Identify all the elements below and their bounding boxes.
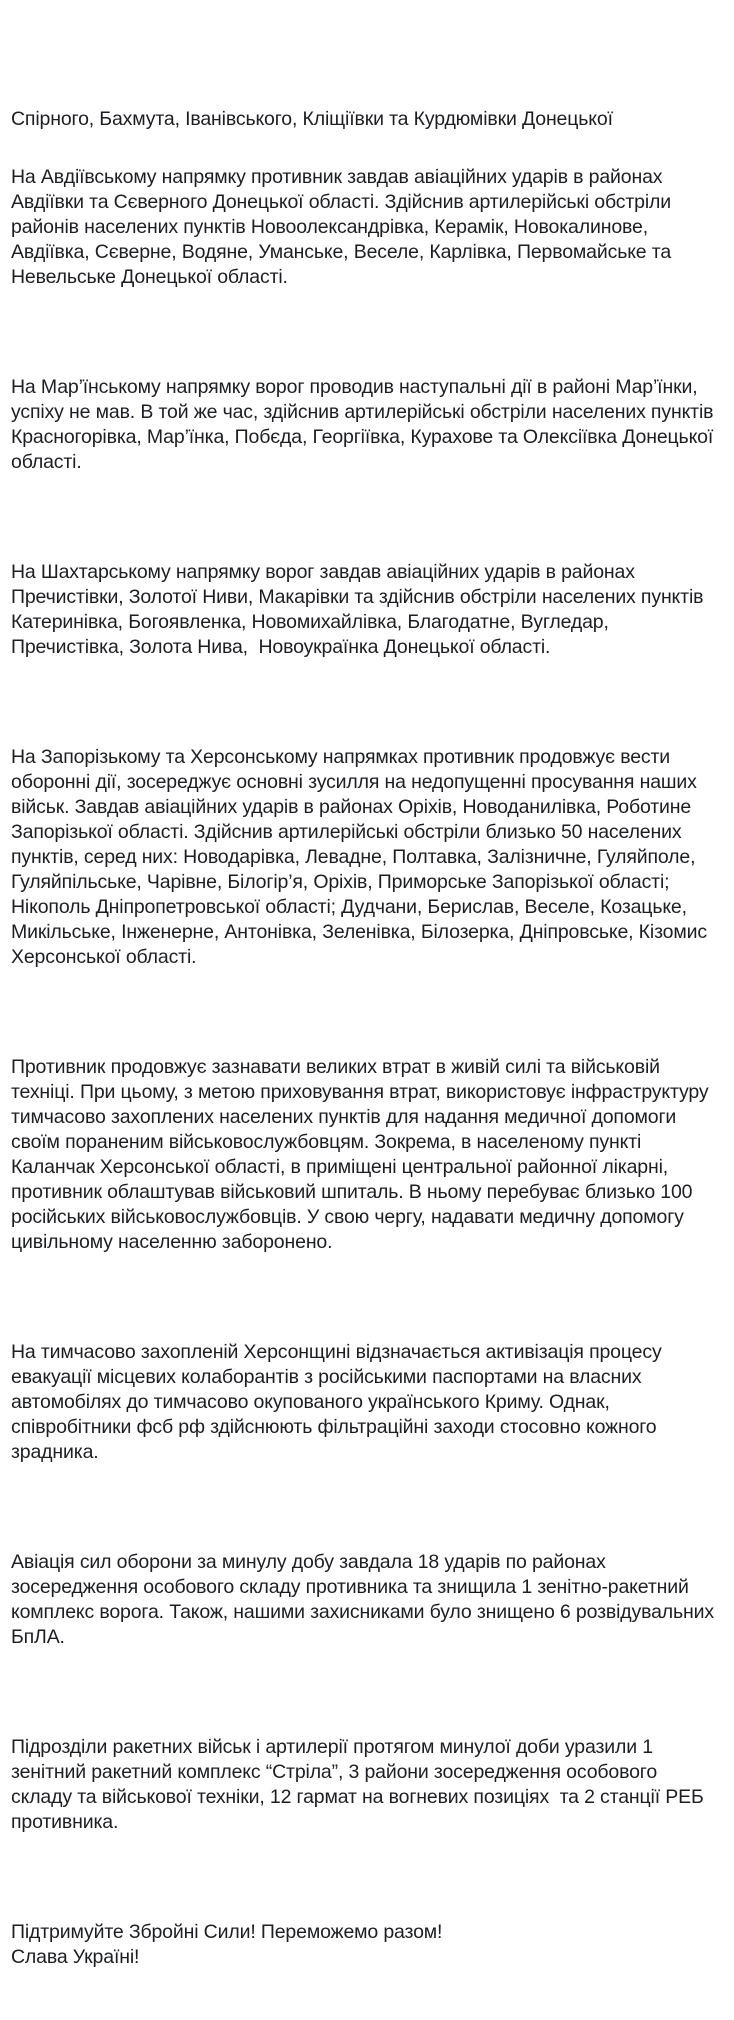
paragraph-avdiivka-direction: На Авдіївському напрямку противник завдав авіаційних ударів в районах Авдіївки та Сєверного Донецької області. Здійснив артилерійські обстріли районів населених пунктів Новоолександрівка, Керамік, Новокалинове, Авдіївка, Сєверне, Водяне, Уманське, Веселе, Карлівка, Первомайське та Невельське Донецької області.	[11, 166, 677, 288]
paragraph-shakhtarske-direction: На Шахтарському напрямку ворог завдав авіаційних ударів в районах Пречистівки, Золотої Ниви, Макарівки та здійснив обстріли населених пунктів Катеринівка, Богоявленка, Новомихайлівка, Благодатне, Вугледар, Пречистівка, Золота Нива, Новоукраїнка Донецької області.	[11, 561, 709, 658]
clipped-text-line	[11, 75, 714, 130]
paragraph-missile-artillery: Підрозділи ракетних військ і артилерії протягом минулої доби уразили 1 зенітний ракетний комплекс “Стріла”, 3 райони зосередження особового складу та військової техніки, 12 гармат на вогневих позиціях та 2 станції РЕБ противника.	[11, 1736, 709, 1833]
paragraph-kherson-collaborators: На тимчасово захопленій Херсонщині відзначається активізація процесу евакуації місцевих колаборантів з російськими паспортами на власних автомобілях до тимчасово окупованого українського Криму. Однак, співробітники фсб рф здійснюють фільтраційні заходи стосовно кожного зрадника.	[11, 1341, 667, 1463]
paragraph-zaporizhzhia-kherson-direction: На Запорізькому та Херсонському напрямках противник продовжує вести оборонні дії, зосереджує основні зусилля на недопущенні просування наших військ. Завдав авіаційних ударів в районах Оріхів, Новоданилівка, Роботине Запорізької області. Здійснив артилерійські обстріли близько 50 населених пунктів, серед них: Новодарівка, Левадне, Полтавка, Залізничне, Гуляйполе, Гуляйпільське, Чарівне, Білогір’я, Оріхів, Приморське Запорізької області; Нікополь Дніпропетровської області; Дудчани, Берислав, Веселе, Козацьке, Микільське, Інженерне, Антонівка, Зеленівка, Білозерка, Дніпровське, Кізомис Херсонської області.	[11, 746, 713, 968]
paragraph-defense-aviation: Авіація сил оборони за минулу добу завдала 18 ударів по районах зосередження особового складу противника та знищила 1 зенітно-ракетний комплекс ворога. Також, нашими захисниками було знищено 6 розвідувальних БпЛА.	[11, 1551, 720, 1648]
paragraph-marinka-direction: На Мар’їнському напрямку ворог проводив наступальні дії в районі Мар’їнки, успіху не мав. В той же час, здійснив артилерійські обстріли населених пунктів Красногорівка, Мар’їнка, Побєда, Георгіївка, Курахове та Олексіївка Донецької області.	[11, 376, 719, 473]
clipped-text-line-content: Спірного, Бахмута, Іванівського, Кліщіївки та Курдюмівки Донецької	[11, 108, 613, 130]
closing-support-line: Підтримуйте Збройні Сили! Переможемо разом!	[11, 1921, 443, 1943]
paragraph-closing	[11, 1920, 714, 1970]
paragraph-enemy-losses-hospital: Противник продовжує зазнавати великих втрат в живій силі та військовій техніці. При цьому, з метою приховування втрат, використовує інфраструктуру тимчасово захоплених населених пунктів для надання медичної допомоги своїм пораненим військовослужбовцям. Зокрема, в населеному пункті Каланчак Херсонської області, в приміщені центральної районної лікарні, противник облаштував військовий шпиталь. В ньому перебуває близько 100 російських військовослужбовців. У свою чергу, надавати медичну допомогу цивільному населенню заборонено.	[11, 1056, 714, 1253]
closing-slava-line: Слава Україні!	[11, 1946, 140, 1968]
